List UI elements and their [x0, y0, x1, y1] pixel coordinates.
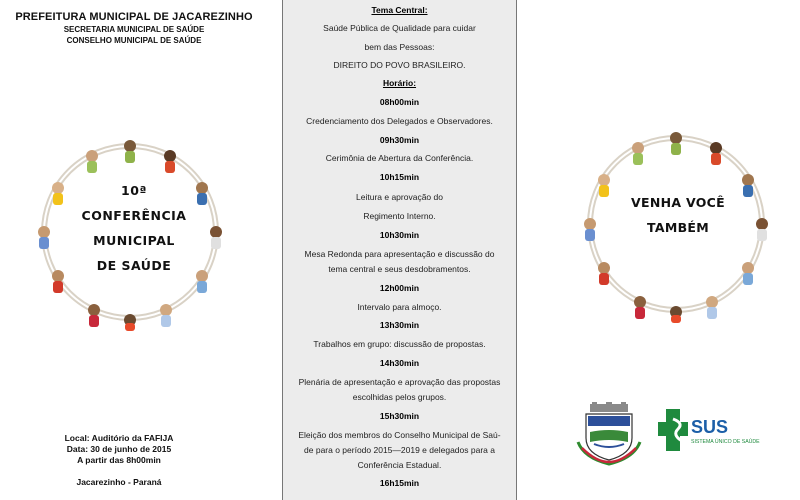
schedule-desc: tema central e seus desdobramentos. — [328, 264, 471, 274]
event-date: Data: 30 de junho de 2015 — [66, 444, 172, 454]
title-line-municipal: MUNICIPAL — [93, 233, 175, 248]
schedule-desc: escolhidas pelos grupos. — [352, 392, 447, 402]
schedule-desc: Trabalhos em grupo: discussão de propostas. — [313, 339, 486, 349]
schedule-desc: Cerimônia de Abertura da Conferência. — [325, 153, 474, 163]
schedule-desc: Leitura e aprovação do — [356, 192, 443, 202]
title-line-conferencia: CONFERÊNCIA — [81, 208, 187, 223]
prefeitura-title: PREFEITURA MUNICIPAL DE JACAREZINHO — [15, 11, 253, 23]
schedule-time: 15h30min — [379, 411, 420, 421]
schedule-desc: Credenciamento dos Delegados e Observadores. — [306, 116, 493, 126]
title-line-edition: 10ª — [121, 183, 147, 198]
schedule-desc: Eleição dos membros do Conselho Municipal de Saú- — [298, 430, 501, 440]
invite-line-1: VENHA VOCÊ — [631, 195, 725, 210]
schedule-desc: Regimento Interno. — [363, 211, 436, 221]
schedule-time: 16h15min — [379, 478, 420, 488]
schedule-time: 08h00min — [379, 97, 420, 107]
title-line-saude: DE SAÚDE — [96, 258, 172, 273]
schedule-time: 09h30min — [379, 135, 420, 145]
schedule-desc: Mesa Redonda para apresentação e discussão do — [304, 249, 495, 259]
tema-line-2: bem das Pessoas: — [364, 42, 435, 52]
invitation-title — [544, 190, 800, 240]
schedule-desc: Conferência Estadual. — [357, 460, 442, 470]
header-block — [0, 11, 268, 46]
conference-title — [0, 178, 268, 278]
tema-line-1: Saúde Pública de Qualidade para cuidar — [323, 23, 476, 33]
municipal-crest-logo — [576, 402, 642, 466]
schedule-time: 12h00min — [379, 283, 420, 293]
tema-line-3: DIREITO DO POVO BRASILEIRO. — [333, 60, 466, 70]
schedule-desc: Plenária de apresentação e aprovação das propostas — [298, 377, 501, 387]
schedule-time: 13h30min — [379, 320, 420, 330]
right-panel — [532, 0, 800, 500]
event-time: A partir das 8h00min — [77, 455, 161, 465]
invite-line-2: TAMBÉM — [647, 220, 709, 235]
schedule-desc: Intervalo para almoço. — [357, 302, 442, 312]
sus-wordmark: SUS — [691, 417, 729, 437]
conselho-title: CONSELHO MUNICIPAL DE SAÚDE — [66, 36, 202, 45]
event-city: Jacarezinho - Paraná — [76, 477, 162, 487]
schedule-desc: de para o período 2015—2019 e delegados para a — [304, 445, 495, 455]
event-location: Local: Auditório da FAFIJA — [64, 433, 174, 443]
horario-label: Horário: — [382, 78, 417, 88]
schedule-time: 10h30min — [379, 230, 420, 240]
schedule-time: 10h15min — [379, 172, 420, 182]
schedule-time: 14h30min — [379, 358, 420, 368]
schedule-panel — [282, 0, 517, 500]
sus-subtitle: SISTEMA ÚNICO DE SAÚDE — [691, 439, 760, 445]
tema-central-label: Tema Central: — [371, 5, 428, 15]
secretaria-title: SECRETARIA MUNICIPAL DE SAÚDE — [63, 25, 205, 34]
left-panel — [0, 0, 268, 500]
sus-logo — [658, 407, 762, 453]
